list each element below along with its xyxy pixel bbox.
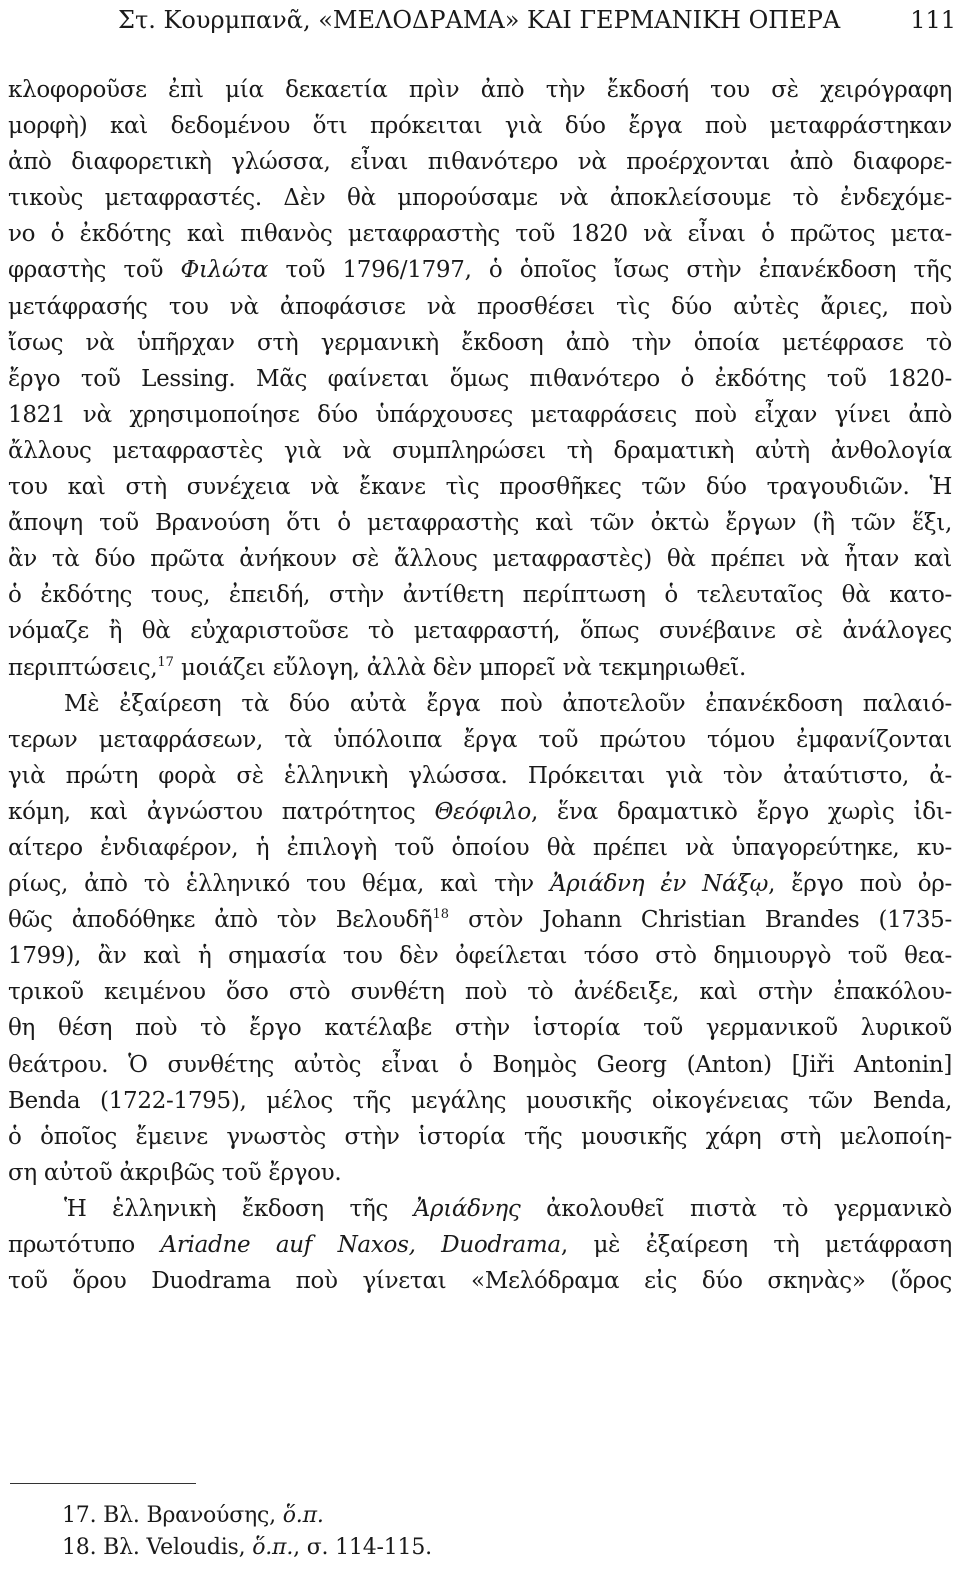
text-line: ὁ ὁποῖος ἔμεινε γνωστὸς στὴν ἱστορία τῆς μουσικῆς χάρη στὴ μελοποίη-: [8, 1123, 952, 1150]
text-line: γιὰ πρώτη φορὰ σὲ ἑλληνικὴ γλώσσα. Πρόκειται γιὰ τὸν ἀταύτιστο, ἀ-: [8, 762, 952, 789]
text-run: πρωτότυπο: [8, 1232, 161, 1258]
text-line: θη θέση ποὺ τὸ ἔργο κατέλαβε στὴν ἱστορία τοῦ γερμανικοῦ λυρικοῦ: [8, 1015, 952, 1042]
text-line: αίτερο ἐνδιαφέρον, ἡ ἐπιλογὴ τοῦ ὁποίου θὰ πρέπει νὰ ὑπαγορεύτηκε, κυ-: [8, 834, 952, 861]
text-run: ρίως, ἀπὸ τὸ ἑλληνικό του θέμα, καὶ τὴν: [8, 871, 550, 898]
text-line: μετάφρασής του νὰ ἀποφάσισε νὰ προσθέσει τὶς δύο αὐτὲς ἄριες, ποὺ: [8, 293, 952, 320]
text-line: τοῦ ὅρου Duodrama ποὺ γίνεται «Μελόδραμα εἰς δύο σκηνὰς» (ὅρος: [8, 1268, 952, 1295]
text-run: θῶς ἀποδόθηκε ἀπὸ τὸν Βελουδῆ: [8, 907, 433, 934]
italic-title: Ἀριάδνης: [413, 1195, 521, 1222]
text-line: Benda (1722-1795), μέλος τῆς μεγάλης μουσικῆς οἰκογένειας τῶν Benda,: [8, 1087, 952, 1114]
footnote-abbreviation: ὅ.π.: [252, 1535, 294, 1560]
text-run: Ἡ ἑλληνικὴ ἔκδοση τῆς: [64, 1195, 414, 1222]
text-run: κόμη, καὶ ἀγνώστου πατρότητος: [8, 798, 435, 825]
text-line: τερων μεταφράσεων, τὰ ὑπόλοιπα ἔργα τοῦ πρώτου τόμου ἐμφανίζονται: [8, 726, 952, 753]
footnote-reference: 18: [432, 907, 449, 923]
text-run: , ἔργο ποὺ ὀρ-: [768, 871, 952, 898]
text-line: 1821 νὰ χρησιμοποίησε δύο ὑπάρχουσες μεταφράσεις ποὺ εἶχαν γίνει ἀπὸ: [8, 401, 952, 428]
text-line: [8, 1191, 952, 1227]
footnote-separator: [10, 1483, 196, 1484]
text-run: τοῦ 1796/1797, ὁ ὁποῖος ἴσως στὴν ἐπανέκδοση τῆς: [268, 257, 952, 284]
text-line: τικοὺς μεταφραστές. Δὲν θὰ μπορούσαμε νὰ ἀποκλείσουμε τὸ ἐνδεχόμε-: [8, 185, 952, 212]
text-run: περιπτώσεις,: [8, 654, 158, 681]
text-run: μοιάζει εὔλογη, ἀλλὰ δὲν μπορεῖ νὰ τεκμηριωθεῖ.: [173, 654, 747, 681]
text-run: , μὲ ἐξαίρεση τὴ μετάφραση: [560, 1232, 952, 1258]
text-line: κλοφοροῦσε ἐπὶ μία δεκαετία πρὶν ἀπὸ τὴν ἔκδοσή του σὲ χειρόγραφη: [8, 77, 952, 103]
text-line: [8, 1227, 952, 1263]
italic-title: Ἀριάδνη ἐν Νάξῳ: [550, 871, 769, 898]
text-line: του καὶ στὴ συνέχεια νὰ ἔκανε τὶς προσθῆκες τῶν δύο τραγουδιῶν. Ἡ: [8, 474, 952, 501]
footnote-text: 17. Βλ. Βρανούσης,: [62, 1503, 283, 1528]
text-line: [8, 650, 952, 686]
text-line: ἂν τὰ δύο πρῶτα ἀνήκουν σὲ ἄλλους μεταφραστὲς) θὰ πρέπει νὰ ἦταν καὶ: [8, 546, 952, 573]
italic-title: Φιλώτα: [180, 257, 269, 284]
text-run: στὸν Johann Christian Brandes (1735-: [449, 907, 952, 934]
text-line: [8, 902, 952, 938]
text-line: νόμαζε ἢ θὰ εὐχαριστοῦσε τὸ μεταφραστή, ὅπως συνέβαινε σὲ ἀνάλογες: [8, 618, 952, 645]
text-line: τρικοῦ κειμένου ὅσο στὸ συνθέτη ποὺ τὸ ἀνέδειξε, καὶ στὴν ἐπακόλου-: [8, 979, 952, 1006]
text-line: [8, 794, 952, 830]
text-line: ἴσως νὰ ὑπῆρχαν στὴ γερμανικὴ ἔκδοση ἀπὸ τὴν ὁποία μετέφρασε τὸ: [8, 329, 952, 356]
text-line: ἔργο τοῦ Lessing. Μᾶς φαίνεται ὅμως πιθανότερο ὁ ἐκδότης τοῦ 1820-: [8, 365, 952, 392]
text-line: ὁ ἐκδότης τους, ἐπειδή, στὴν ἀντίθετη περίπτωση ὁ τελευταῖος θὰ κατο-: [8, 582, 952, 609]
text-line: ἄποψη τοῦ Βρανούση ὅτι ὁ μεταφραστὴς καὶ τῶν ὀκτὼ ἔργων (ἢ τῶν ἕξι,: [8, 510, 952, 537]
text-line: ἀπὸ διαφορετικὴ γλώσσα, εἶναι πιθανότερο νὰ προέρχονται ἀπὸ διαφορε-: [8, 149, 952, 176]
text-line: [8, 866, 952, 902]
footnotes: [62, 1500, 662, 1564]
text-line: Μὲ ἐξαίρεση τὰ δύο αὐτὰ ἔργα ποὺ ἀποτελοῦν ἐπανέκδοση παλαιό-: [64, 690, 952, 717]
text-run: ἀκολουθεῖ πιστὰ τὸ γερμανικὸ: [520, 1195, 952, 1222]
text-run: , ἕνα δραματικὸ ἔργο χωρὶς ἰδι-: [530, 798, 952, 825]
italic-title: Θεόφιλο: [434, 798, 531, 825]
text-line: θεάτρου. Ὁ συνθέτης αὐτὸς εἶναι ὁ Βοημὸς Georg (Anton) [Jiři Antonin]: [8, 1051, 952, 1078]
text-line: μορφὴ) καὶ δεδομένου ὅτι πρόκειται γιὰ δύο ἔργα ποὺ μεταφράστηκαν: [8, 113, 952, 140]
page-number: 111: [910, 6, 956, 34]
text-line: [8, 252, 952, 288]
text-run: φραστὴς τοῦ: [8, 257, 181, 284]
footnote-17: [62, 1500, 662, 1532]
footnote-abbreviation: ὅ.π.: [282, 1503, 324, 1528]
text-line: 1799), ἂν καὶ ἡ σημασία του δὲν ὀφείλεται τόσο στὸ δημιουργὸ τοῦ θεα-: [8, 943, 952, 970]
running-head: Στ. Κουρμπανᾶ, «ΜΕΛΟΔΡΑΜΑ» ΚΑΙ ΓΕΡΜΑΝΙΚΗ ΟΠΕΡΑ: [118, 6, 841, 34]
footnote-reference: 17: [157, 654, 174, 670]
italic-title: Ariadne auf Naxos, Duodrama: [160, 1232, 561, 1258]
footnote-text: 18. Βλ. Veloudis,: [62, 1535, 253, 1560]
text-line: νο ὁ ἐκδότης καὶ πιθανὸς μεταφραστὴς τοῦ 1820 νὰ εἶναι ὁ πρῶτος μετα-: [8, 221, 952, 248]
footnote-18: [62, 1532, 662, 1564]
page-header: [118, 4, 956, 36]
text-line: ἄλλους μεταφραστὲς γιὰ νὰ συμπληρώσει τὴ δραματικὴ αὐτὴ ἀνθολογία: [8, 437, 952, 464]
main-text: [8, 72, 952, 1299]
text-line: ση αὐτοῦ ἀκριβῶς τοῦ ἔργου.: [8, 1159, 342, 1186]
footnote-text: , σ. 114-115.: [293, 1535, 432, 1560]
